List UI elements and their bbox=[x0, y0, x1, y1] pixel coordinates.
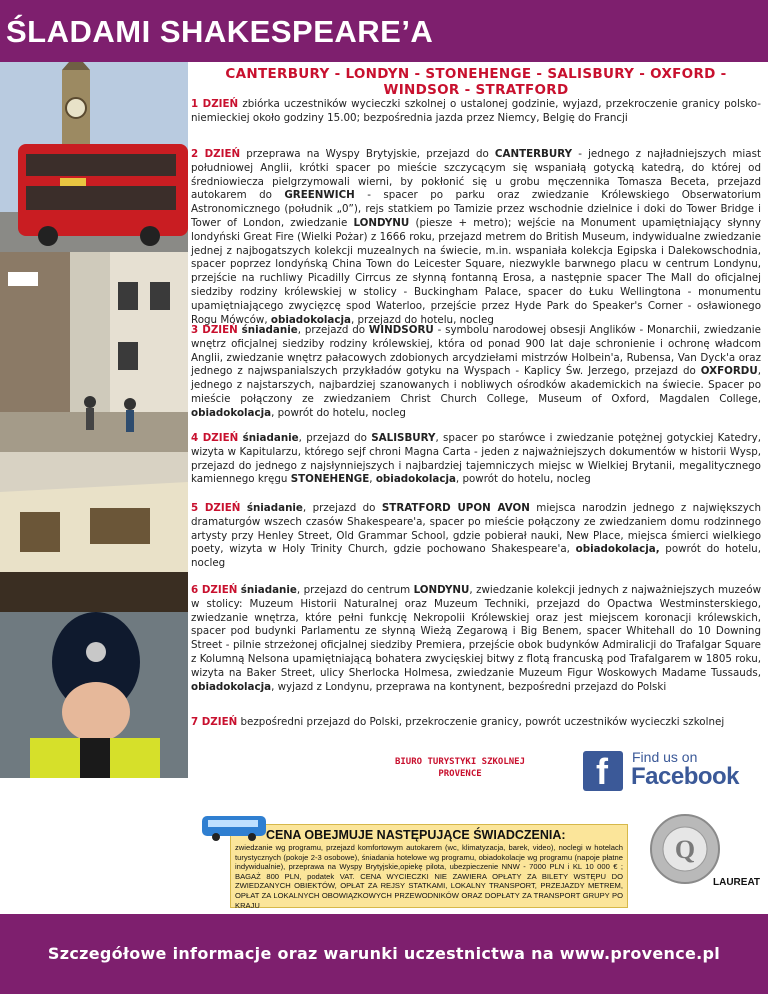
quality-badge-icon bbox=[643, 812, 747, 886]
meal-label: obiadokolacja, bbox=[575, 543, 660, 556]
place-name: LONDYNU bbox=[413, 584, 470, 596]
place-name: STONEHENGE bbox=[290, 473, 370, 486]
price-box bbox=[230, 824, 628, 908]
day-1 bbox=[191, 98, 761, 126]
facebook-icon: f bbox=[583, 751, 623, 791]
price-box-title: CENA OBEJMUJE NASTĘPUJĄCE ŚWIADCZENIA: bbox=[266, 828, 566, 842]
meal-label: obiadokolacja bbox=[270, 313, 351, 326]
day-text: , przejazd do bbox=[298, 432, 372, 444]
agency-line: BIURO TURYSTYKI SZKOLNEJ bbox=[394, 757, 526, 767]
policeman-photo bbox=[0, 612, 188, 778]
big-ben-bus-photo bbox=[0, 62, 188, 252]
day-text: , wyjazd z Londynu, przeprawa na kontynent, bezpośredni przejazd do Polski bbox=[271, 680, 667, 693]
footer-info: Szczegółowe informacje oraz warunki uczestnictwa na www.provence.pl bbox=[47, 944, 721, 963]
day-text: , przejazd do centrum bbox=[296, 584, 414, 596]
day-number: 2 DZIEŃ bbox=[191, 148, 241, 160]
day-text: , bbox=[369, 473, 376, 486]
day-number: 1 DZIEŃ bbox=[191, 98, 239, 110]
place-name: OXFORDU bbox=[700, 365, 758, 378]
day-number: 3 DZIEŃ bbox=[191, 324, 238, 336]
bus-icon bbox=[198, 812, 270, 842]
day-text: , jednego z najstarszych, najbardziej szanowanych i nobliwych ośrodków akademickich na świecie. Spacer po mieście połączony ze zwiedzaniem Christ Church College, Museum of Oxford, Magdalen College, bbox=[191, 365, 761, 405]
itinerary bbox=[191, 66, 762, 728]
street-photo bbox=[0, 252, 188, 452]
price-box-text: zwiedzanie wg programu, przejazd komfortowym autokarem (wc, klimatyzacja, barek, video), noclegi w hotelach turystycznych (pokoje 2-3 osobowe), śniadania hotelowe wg programu, obiadokolacje wg programu (napoje płatne indywidualnie), przeprawa na Wyspy Brytyjskie,opiekę pilota, ubezpieczenie NNW - 7000 PLN i KL 10 000 € ; BAGAŻ 800 PLN, podatek VAT. CENA WYCIECZKI NIE ZAWIERA OPŁATY ZA BILETY WSTĘPU DO ZWIEDZANYCH OBIEKTÓW, OPŁAT ZA REJSY STATKAMI, LOKALNY TRANSPORT, PRZEJAZDY METREM, OPŁAT ZA LOKALNYCH OBOWIĄZKOWYCH PRZEWODNIKÓW ORAZ DOPŁATY ZA TRANSPORT GRUPY PO KRAJU bbox=[235, 843, 623, 910]
place-name: WINDSORU bbox=[368, 324, 434, 336]
facebook-find-label: Find us on bbox=[632, 749, 698, 765]
laureat-label: LAUREAT bbox=[713, 877, 761, 888]
day-text: - jednego z najładniejszych miast południowej Anglii, krótki spacer po mieście szczycącym się wspaniałą gotycką katedrą, do której od średniowiecza pielgrzymowali wierni, by pokłonić się u grobu męczennika Tomasza Beceta, przejazd autokarem do bbox=[191, 148, 762, 202]
meal-label: obiadokolacja bbox=[191, 680, 272, 693]
svg-text:Q: Q bbox=[674, 835, 696, 864]
page-title: ŚLADAMI SHAKESPEARE’A bbox=[6, 14, 434, 49]
day-text: , powrót do hotelu, nocleg bbox=[271, 406, 406, 419]
facebook-name: Facebook bbox=[631, 763, 740, 790]
footer-banner bbox=[0, 914, 768, 994]
day-5 bbox=[191, 502, 761, 571]
place-name: STRATFORD UPON AVON bbox=[381, 502, 530, 514]
meal-label: śniadanie bbox=[246, 502, 303, 514]
meal-label: śniadanie bbox=[242, 432, 299, 444]
place-name: GREENWICH bbox=[284, 189, 355, 202]
day-text: zbiórka uczestników wycieczki szkolnej o ustalonej godzinie, wyjazd, przekroczenie granicy polsko-niemieckiej około godziny 15.00; bezpośrednia jazda przez Niemcy, Belgię do Francji bbox=[191, 98, 761, 124]
day-text: , zwiedzanie kolekcji jednych z najważniejszych muzeów w stolicy: Muzeum Historii Naturalnej oraz Muzeum Techniki, przejazd do Opactwa Westminsterskiego, zwiedzanie wnętrza, które pełni funkcję Nekropolii Królewskiej oraz jest miejscem koronacji królewskich, spacer pod budynki Parlamentu ze słynną Wieżą Zegarową i Big Benem, spacer Whitehall do 10 Downing Street - pilnie strzeżonej oficjalnej siedziby Premiera, przejście obok budynków Admiralicji do Trafalgar Square z Kolumną Nelsona upamiętniającą bohatera zwycięskiej bitwy z flotą francuską pod Trafalgarem w 1805 roku, wizyta na Baker Street, ulicy Sherlocka Holmesa, zwiedzanie Muzeum Figur Woskowych Madame Tussauds, bbox=[191, 584, 761, 679]
day-2 bbox=[191, 148, 761, 327]
day-text: , przejazd do bbox=[297, 324, 369, 336]
agency-line: PROVENCE bbox=[438, 769, 482, 779]
old-house-photo bbox=[0, 452, 188, 612]
header-banner bbox=[0, 0, 768, 62]
day-text: miejsca narodzin jednego z największych dramaturgów wszech czasów Shakespeare'a, spacer po mieście połączony ze zwiedzaniem domu rodzinnego artysty przy Henley Street, Old Grammar School, gdzie pobierał nauki, New Place, miejsca śmierci wielkiego poety, wizyta w Holy Trinity Church, gdzie pochowano Shakespeare'a, bbox=[191, 502, 761, 556]
photo-collage bbox=[0, 62, 188, 778]
day-text: (piesze + metro); wejście na Monument upamiętniający słynny londyński Great Fire (Wielki Pożar) z 1666 roku, przejazd metrem do British Museum, indywidualne zwiedzanie jednej z najbogatszych kolekcji muzealnych na świecie, m.in. wspaniała kolekcja Egipska i Dalekowschodnia, spacer poprzez londyńską China Town do Leicester Square, niezwykle barwnego placu w centrum Londynu, przejście na ruchliwy Picadilly Cirrcus ze słynną fontanną Erosa, a następnie spacer The Mall do oficjalnej siedziby rodziny królewskiej w stolicy - Buckingham Palace, spacer do Łuku Wellingtona - monumentu upamiętniającego zwycięzcę spod Waterloo, przejście przez Hyde Park do Speaker's Corner - osławionego Rogu Mówców, bbox=[191, 216, 761, 326]
route-title: CANTERBURY - LONDYN - STONEHENGE - SALISBURY - OXFORD - WINDSOR - STRATFORD bbox=[225, 66, 727, 98]
day-text: powrót do hotelu, nocleg bbox=[191, 543, 761, 570]
place-name: CANTERBURY bbox=[494, 148, 573, 160]
day-number: 5 DZIEŃ bbox=[191, 502, 241, 514]
meal-label: obiadokolacja bbox=[375, 473, 456, 486]
day-3 bbox=[191, 324, 761, 421]
meal-label: śniadanie bbox=[240, 584, 297, 596]
place-name: LONDYNU bbox=[353, 216, 410, 229]
day-text: , spacer po starówce i zwiedzanie potężnej gotyckiej Katedry, wizyta w Kapitularzu, którego sejf chroni Magna Carta - jeden z najważniejszych dokumentów w historii Wysp, przejazd do jednego z najsłynniejszych i najbardziej tajemniczych miejsc w Wielkiej Brytanii, megalitycznego kamiennego kręgu bbox=[191, 432, 761, 486]
meal-label: śniadanie bbox=[241, 324, 298, 336]
day-text: , powrót do hotelu, nocleg bbox=[455, 473, 591, 486]
day-text: - spacer po parku oraz zwiedzanie Królewskiego Obserwatorium Astronomicznego (południk „0”), rejs statkiem po Tamizie przez wschodnie dzielnice i doki do Tower Bridge i Tower of London, zwiedzanie bbox=[191, 189, 761, 229]
place-name: SALISBURY bbox=[371, 432, 436, 444]
day-text: , przejazd do hotelu, nocleg bbox=[350, 313, 494, 326]
day-number: 7 DZIEŃ bbox=[191, 716, 238, 728]
day-text: bezpośredni przejazd do Polski, przekroczenie granicy, powrót uczestników wycieczki szkolnej bbox=[237, 716, 725, 728]
day-7 bbox=[191, 716, 761, 730]
day-text: - symbolu narodowej obsesji Anglików - Monarchii, zwiedzanie wnętrz oficjalnej siedziby rodziny królewskiej, która od ponad 900 lat daje schronienie i ochronę władcom Anglii, zwiedzanie wnętrz pałacowych zdobionych arcydziełami mistrzów Holbein'a, Rubensa, Van Dyck'a oraz jednego z najwspanialszych przykładów gotyku na Wyspach - Kaplicy Św. Jerzego, przejazd do bbox=[191, 324, 761, 378]
day-6 bbox=[191, 584, 761, 694]
facebook-link[interactable] bbox=[583, 749, 740, 793]
meal-label: obiadokolacja bbox=[191, 406, 272, 419]
day-text: przeprawa na Wyspy Brytyjskie, przejazd do bbox=[240, 148, 495, 160]
day-text: , przejazd do bbox=[302, 502, 382, 514]
day-number: 4 DZIEŃ bbox=[191, 432, 239, 444]
day-number: 6 DZIEŃ bbox=[191, 584, 238, 596]
agency-name bbox=[380, 756, 540, 780]
day-4 bbox=[191, 432, 761, 487]
